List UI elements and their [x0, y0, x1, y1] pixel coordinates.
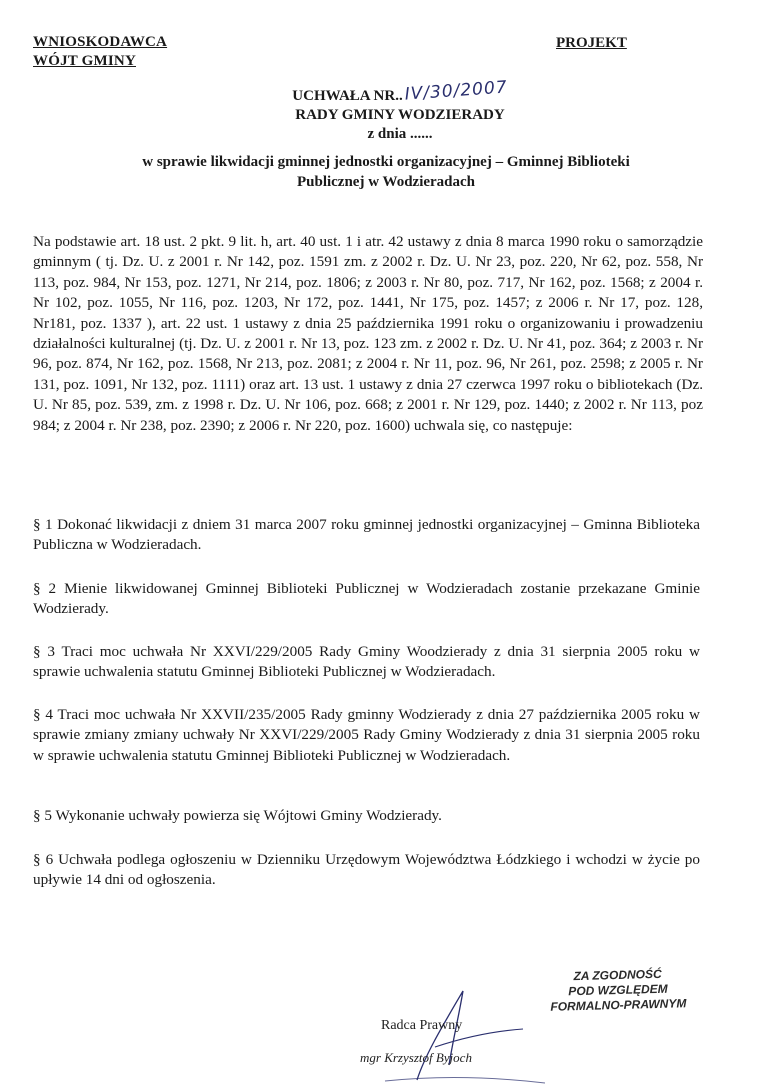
signer-role: Radca Prawny: [381, 1018, 463, 1033]
applicant-line1: WNIOSKODAWCA: [33, 34, 168, 50]
handwritten-signature-icon: [355, 985, 555, 1086]
handwritten-resolution-number: IV/30/2007: [403, 77, 508, 105]
council-name: RADY GMINY WODZIERADY: [295, 107, 505, 123]
section-2: § 2 Mienie likwidowanej Gminnej Biblioteki Publicznej w Wodzieradach zostanie przekazane Gminie Wodzierady.: [33, 580, 700, 618]
stamp-line2: POD WZGLĘDEM: [568, 981, 668, 999]
resolution-subject: [74, 152, 698, 192]
signature-block: [355, 985, 555, 1086]
applicant-line2: WÓJT GMINY: [33, 53, 136, 69]
resolution-number-line: [292, 77, 508, 106]
section-1: § 1 Dokonać likwidacji z dniem 31 marca 2007 roku gminnej jednostki organizacyjnej – Gminna Biblioteka Publiczna w Wodzieradach.: [33, 516, 700, 554]
resolution-date: z dnia ......: [367, 126, 433, 142]
resolution-title: [180, 77, 620, 144]
subject-line2: Publicznej w Wodzieradach: [296, 174, 476, 190]
subject-line1: w sprawie likwidacji gminnej jednostki organizacyjnej – Gminnej Biblioteki: [142, 154, 630, 170]
section-6: § 6 Uchwała podlega ogłoszeniu w Dzienniku Urzędowym Województwa Łódzkiego i wchodzi w życie po upływie 14 dni od ogłoszenia.: [33, 851, 700, 889]
legal-approval-stamp: [537, 966, 698, 1015]
stamp-line3: FORMALNO-PRAWNYM: [550, 996, 687, 1014]
section-3: § 3 Traci moc uchwała Nr XXVI/229/2005 Rady Gminy Woodzierady z dnia 31 sierpnia 2005 roku w sprawie uchwalenia statutu Gminnej Biblioteki Publicznej w Wodzieradach.: [33, 643, 700, 681]
legal-basis-paragraph: Na podstawie art. 18 ust. 2 pkt. 9 lit. h, art. 40 ust. 1 i atr. 42 ustawy z dnia 8 marca 1990 roku o samorządzie gminnym ( tj. Dz. U. z 2001 r. Nr 142, poz. 1591 zm. z 2002 r. Dz. U. Nr 23, poz. 220, Nr 62, poz. 558, Nr 113, poz. 984, Nr 153, poz. 1271, Nr 214, poz. 1806; z 2003 r. Nr 80, poz. 717, Nr 162, poz. 1568; z 2004 r. Nr 102, poz. 1055, Nr 116, poz. 1203, Nr 172, poz. 1441, Nr 175, poz. 1457; z 2006 r. Nr 17, poz. 128, Nr181, poz. 1337 ), art. 22 ust. 1 ustawy z dnia 25 października 1991 roku o organizowaniu i prowadzeniu działalności kulturalnej (tj. Dz. U. z 2001 r. Nr 13, poz. 123 zm. z 2002 r. Dz. U. Nr 41, poz. 364; z 2003 r. Nr 96, poz. 874, Nr 162, poz. 1568, Nr 213, poz. 2081; z 2004 r. Nr 11, poz. 96, Nr 261, poz. 2598; z 2005 r. Nr 131, poz. 1091, Nr 132, poz. 1111) oraz art. 13 ust. 1 ustawy z dnia 27 czerwca 1997 roku o bibliotekach (Dz. U. Nr 85, poz. 539, zm. z 1998 r. Dz. U. Nr 106, poz. 668; z 2001 r. Nr 129, poz. 1440; z 2002 r. Nr 113, poz 984; z 2004 r. Nr 238, poz. 2390; z 2006 r. Nr 220, poz. 1600) uchwala się, co następuje:: [33, 233, 703, 434]
stamp-line1: ZA ZGODNOŚĆ: [573, 966, 662, 984]
section-4: § 4 Traci moc uchwała Nr XXVII/235/2005 Rady gminny Wodzierady z dnia 27 października 2005 roku w sprawie zmiany zmiany uchwały Nr XXVI/229/2005 Rady Gminy Wodzierady z dnia 31 sierpnia 2005 roku w sprawie uchwalenia statutu Gminnej Biblioteki Publicznej w Wodzieradach.: [33, 706, 700, 764]
signer-name: mgr Krzysztof Byjoch: [360, 1050, 472, 1065]
status-label: PROJEKT: [556, 35, 627, 51]
applicant-header: [33, 33, 167, 71]
section-5: § 5 Wykonanie uchwały powierza się Wójtowi Gminy Wodzierady.: [33, 807, 442, 824]
resolution-number-label: UCHWAŁA NR..: [292, 88, 403, 104]
